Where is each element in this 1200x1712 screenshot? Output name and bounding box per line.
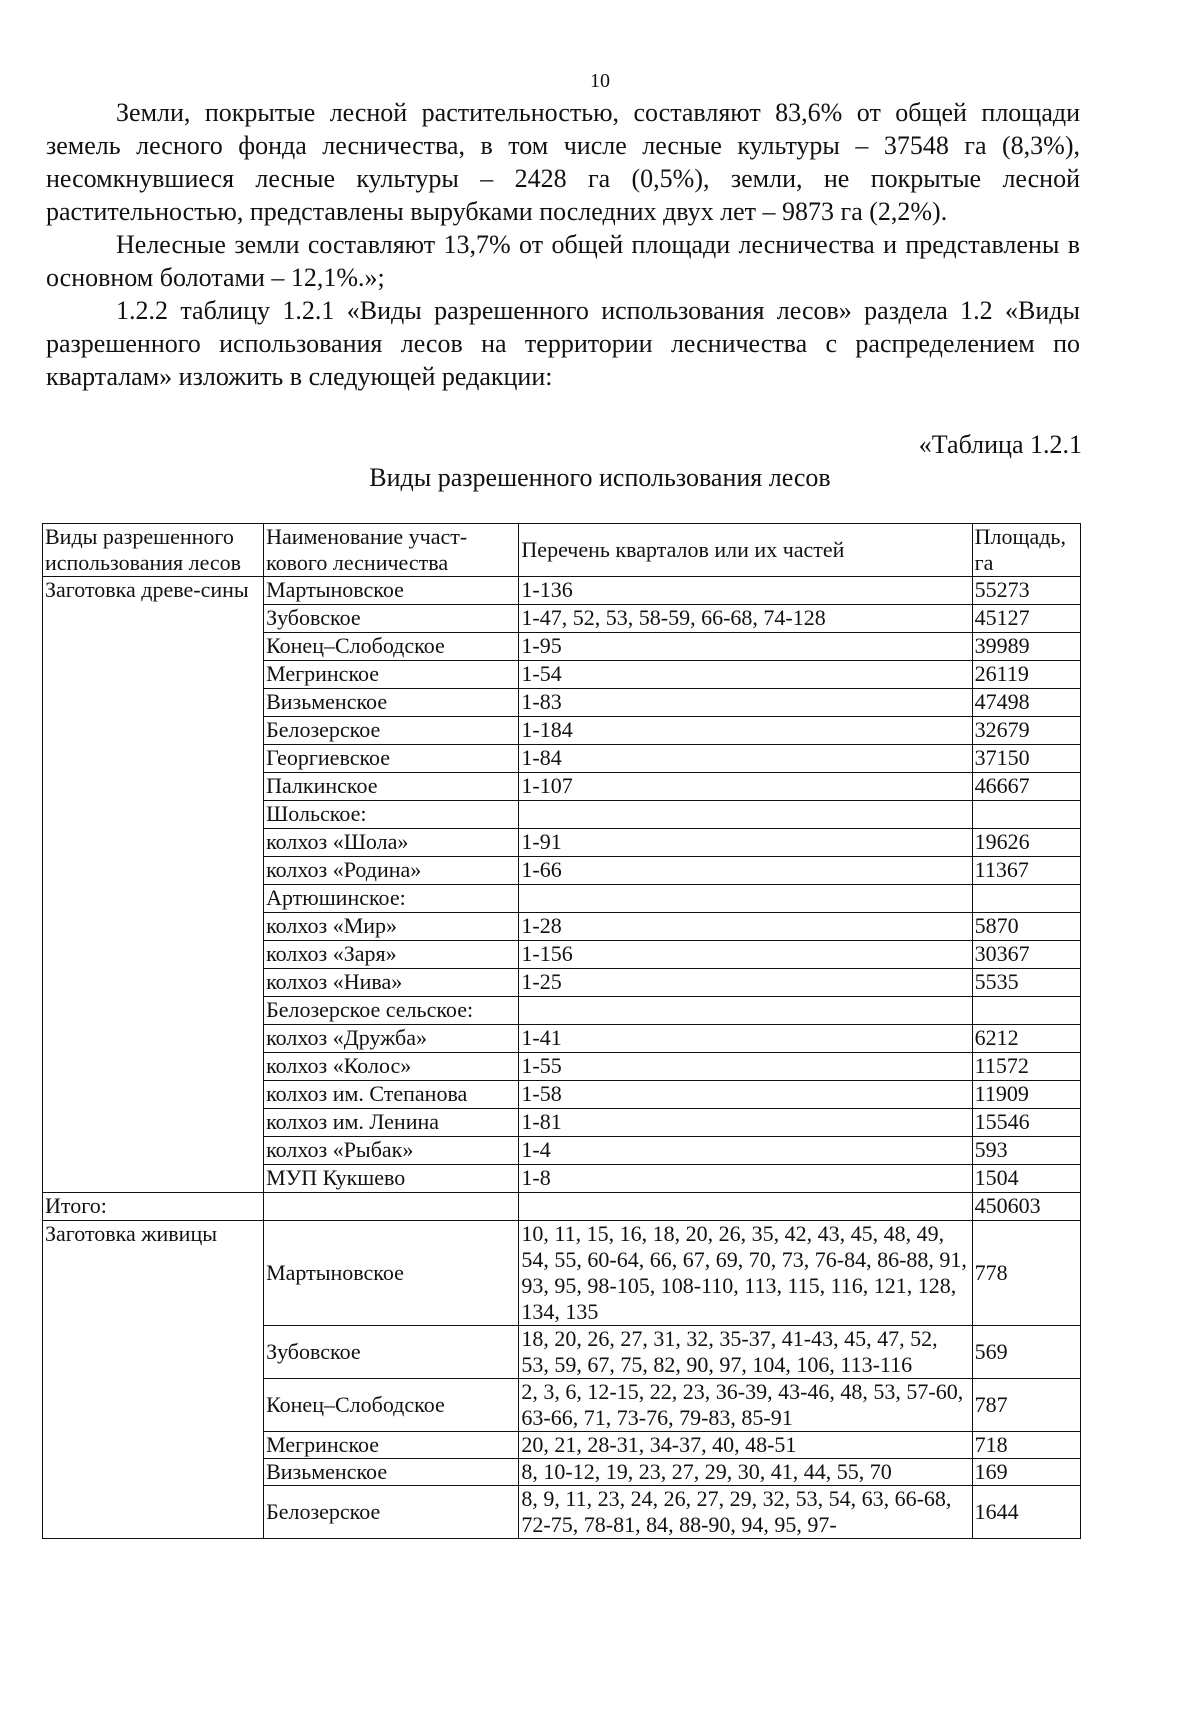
area-cell: 169	[972, 1459, 1080, 1486]
forestry-name-cell: колхоз им. Степанова	[264, 1081, 519, 1109]
area-cell: 39989	[972, 633, 1080, 661]
table-header-row	[43, 524, 1081, 577]
total-area-cell: 450603	[972, 1193, 1080, 1221]
forestry-name-cell: колхоз «Рыбак»	[264, 1137, 519, 1165]
forestry-name-cell: Зубовское	[264, 1326, 519, 1379]
forestry-name-cell: колхоз «Заря»	[264, 941, 519, 969]
forestry-name-cell: МУП Кукшево	[264, 1165, 519, 1193]
area-cell: 718	[972, 1432, 1080, 1459]
area-cell	[972, 997, 1080, 1025]
area-cell: 1504	[972, 1165, 1080, 1193]
forestry-name-cell: Палкинское	[264, 773, 519, 801]
forestry-name-cell: Зубовское	[264, 605, 519, 633]
total-name-cell	[264, 1193, 519, 1221]
paragraph: 1.2.2 таблицу 1.2.1 «Виды разрешенного использования лесов» раздела 1.2 «Виды разрешенного использования лесов на территории лесничества с распределением по кварталам» изложить в следующей редакции:	[46, 296, 1080, 391]
quarters-cell: 1-47, 52, 53, 58-59, 66-68, 74-128	[519, 605, 972, 633]
forestry-name-cell: Визьменское	[264, 689, 519, 717]
area-cell	[972, 801, 1080, 829]
quarters-cell: 1-95	[519, 633, 972, 661]
quarters-cell: 1-41	[519, 1025, 972, 1053]
body-text	[46, 96, 1080, 393]
forest-use-table	[42, 523, 1081, 1539]
use-type-cell: Заготовка древе-сины	[43, 577, 264, 1193]
quarters-cell: 1-4	[519, 1137, 972, 1165]
area-cell: 5870	[972, 913, 1080, 941]
area-cell: 11367	[972, 857, 1080, 885]
header-cell: Площадь, га	[972, 524, 1080, 577]
use-type-cell: Заготовка живицы	[43, 1221, 264, 1539]
header-cell: Наименование участ-кового лесничества	[264, 524, 519, 577]
forestry-name-cell: Шольское:	[264, 801, 519, 829]
forestry-name-cell: Мартыновское	[264, 577, 519, 605]
table-row	[43, 1221, 1081, 1326]
header-cell: Виды разрешенного использования лесов	[43, 524, 264, 577]
quarters-cell: 1-107	[519, 773, 972, 801]
forestry-name-cell: Белозерское	[264, 1486, 519, 1539]
quarters-cell: 1-28	[519, 913, 972, 941]
quarters-cell	[519, 885, 972, 913]
area-cell: 5535	[972, 969, 1080, 997]
forestry-name-cell: Мегринское	[264, 661, 519, 689]
area-cell: 1644	[972, 1486, 1080, 1539]
page-number: 10	[590, 70, 610, 92]
area-cell: 26119	[972, 661, 1080, 689]
forestry-name-cell: колхоз «Родина»	[264, 857, 519, 885]
forestry-name-cell: Мартыновское	[264, 1221, 519, 1326]
quarters-cell: 18, 20, 26, 27, 31, 32, 35-37, 41-43, 45, 47, 52, 53, 59, 67, 75, 82, 90, 97, 104, 106, 113-116	[519, 1326, 972, 1379]
forestry-name-cell: Георгиевское	[264, 745, 519, 773]
total-quarters-cell	[519, 1193, 972, 1221]
forestry-name-cell: колхоз «Дружба»	[264, 1025, 519, 1053]
area-cell: 46667	[972, 773, 1080, 801]
quarters-cell: 2, 3, 6, 12-15, 22, 23, 36-39, 43-46, 48, 53, 57-60, 63-66, 71, 73-76, 79-83, 85-91	[519, 1379, 972, 1432]
quarters-cell: 1-184	[519, 717, 972, 745]
quarters-cell: 20, 21, 28-31, 34-37, 40, 48-51	[519, 1432, 972, 1459]
area-cell: 11909	[972, 1081, 1080, 1109]
forestry-name-cell: Визьменское	[264, 1459, 519, 1486]
forestry-name-cell: колхоз «Колос»	[264, 1053, 519, 1081]
forestry-name-cell: Артюшинское:	[264, 885, 519, 913]
area-cell: 11572	[972, 1053, 1080, 1081]
forestry-name-cell: Мегринское	[264, 1432, 519, 1459]
quarters-cell	[519, 801, 972, 829]
area-cell: 32679	[972, 717, 1080, 745]
paragraph: Земли, покрытые лесной растительностью, составляют 83,6% от общей площади земель лесного фонда лесничества, в том числе лесные культуры – 37548 га (8,3%), несомкнувшиеся лесные культуры – 2428 га (0,5%), земли, не покрытые лесной растительностью, представлены вырубками последних двух лет – 9873 га (2,2%).	[46, 98, 1080, 226]
forestry-name-cell: Конец–Слободское	[264, 1379, 519, 1432]
area-cell: 30367	[972, 941, 1080, 969]
quarters-cell: 1-66	[519, 857, 972, 885]
area-cell	[972, 885, 1080, 913]
area-cell: 19626	[972, 829, 1080, 857]
area-cell: 569	[972, 1326, 1080, 1379]
table-title: Виды разрешенного использования лесов	[369, 463, 831, 492]
quarters-cell: 8, 9, 11, 23, 24, 26, 27, 29, 32, 53, 54, 63, 66-68, 72-75, 78-81, 84, 88-90, 94, 95, 97-	[519, 1486, 972, 1539]
area-cell: 778	[972, 1221, 1080, 1326]
paragraph: Нелесные земли составляют 13,7% от общей площади лесничества и представлены в основном болотами – 12,1%.»;	[46, 230, 1080, 292]
table-row	[43, 577, 1081, 605]
quarters-cell: 1-83	[519, 689, 972, 717]
quarters-cell: 8, 10-12, 19, 23, 27, 29, 30, 41, 44, 55, 70	[519, 1459, 972, 1486]
area-cell: 787	[972, 1379, 1080, 1432]
forestry-name-cell: колхоз «Нива»	[264, 969, 519, 997]
forestry-name-cell: колхоз «Шола»	[264, 829, 519, 857]
quarters-cell: 1-58	[519, 1081, 972, 1109]
area-cell: 6212	[972, 1025, 1080, 1053]
forestry-name-cell: Белозерское	[264, 717, 519, 745]
area-cell: 37150	[972, 745, 1080, 773]
area-cell: 15546	[972, 1109, 1080, 1137]
forestry-name-cell: Белозерское сельское:	[264, 997, 519, 1025]
area-cell: 45127	[972, 605, 1080, 633]
forestry-name-cell: колхоз «Мир»	[264, 913, 519, 941]
quarters-cell: 10, 11, 15, 16, 18, 20, 26, 35, 42, 43, 45, 48, 49, 54, 55, 60-64, 66, 67, 69, 70, 73, 76-84, 86-88, 91, 93, 95, 98-105, 108-110, 113, 115, 116, 121, 128, 134, 135	[519, 1221, 972, 1326]
quarters-cell: 1-81	[519, 1109, 972, 1137]
quarters-cell: 1-84	[519, 745, 972, 773]
area-cell: 47498	[972, 689, 1080, 717]
quarters-cell: 1-55	[519, 1053, 972, 1081]
quarters-cell: 1-54	[519, 661, 972, 689]
header-cell: Перечень кварталов или их частей	[519, 524, 972, 577]
quarters-cell	[519, 997, 972, 1025]
total-row	[43, 1193, 1081, 1221]
quarters-cell: 1-136	[519, 577, 972, 605]
area-cell: 55273	[972, 577, 1080, 605]
forestry-name-cell: Конец–Слободское	[264, 633, 519, 661]
table-label: «Таблица 1.2.1	[918, 430, 1082, 459]
quarters-cell: 1-8	[519, 1165, 972, 1193]
total-label-cell: Итого:	[43, 1193, 264, 1221]
quarters-cell: 1-25	[519, 969, 972, 997]
forestry-name-cell: колхоз им. Ленина	[264, 1109, 519, 1137]
quarters-cell: 1-156	[519, 941, 972, 969]
quarters-cell: 1-91	[519, 829, 972, 857]
area-cell: 593	[972, 1137, 1080, 1165]
